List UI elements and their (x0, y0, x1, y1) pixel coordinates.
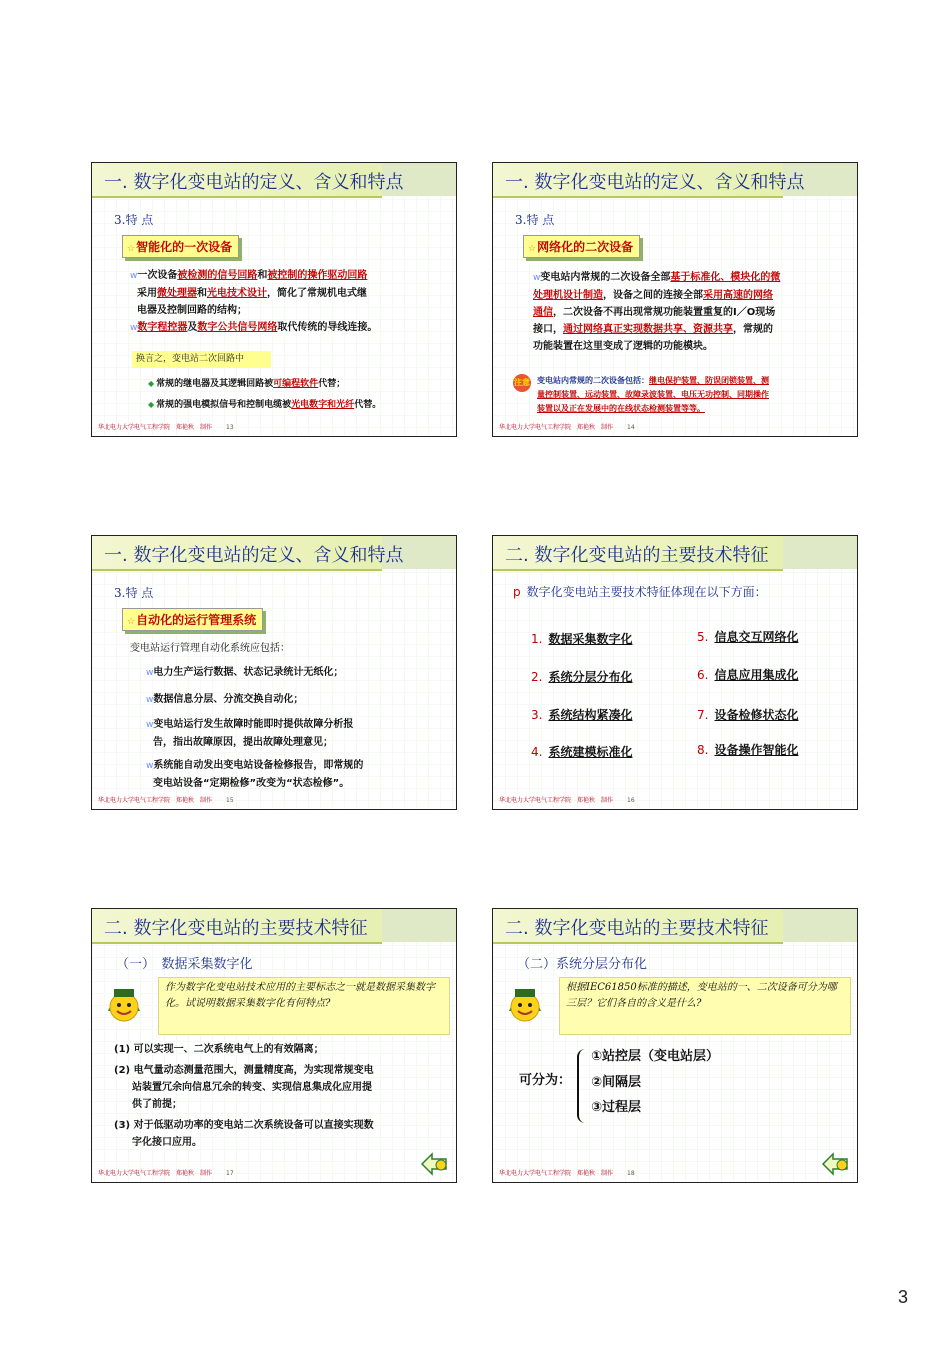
back-arrow-icon[interactable] (420, 1150, 450, 1178)
note-badge-icon: 注意 (513, 374, 531, 392)
section-label: 3.特 点 (114, 586, 154, 600)
slide-title: 一. 数字化变电站的定义、含义和特点 (104, 172, 404, 193)
title-band (493, 909, 783, 944)
feature-item: 3. 系统结构紧凑化 (531, 708, 633, 722)
answer-list: (1) 可以实现一、二次系统电气上的有效隔离； (2) 电气量动态测量范围大，测量精度高，为实现常规变电 站装置冗余向信息冗余的转变、实现信息集成化应用提 供了前提； (3) 对于低驱动功率的变电站二次系统设备可以直接实现数 字化接口应用。 (114, 1044, 374, 1148)
brace (577, 1049, 589, 1123)
paragraph: w变电站内常规的二次设备全部基于标准化、模块化的微 处理机设计制造，设备之间的连接全部采用高速的网络 通信，二次设备不再出现常规功能装置重复的I／O现场 接口，通过网络真正实现数据共享、资源共享，常规的 功能装置在这里变成了逻辑的功能模块。 (533, 272, 781, 352)
title-band (493, 536, 783, 571)
list-item: w系统能自动发出变电站设备检修报告，即常规的 变电站设备“定期检修”改变为“状态检修”。 (146, 760, 364, 789)
feature-tag: ☆网络化的二次设备 (523, 235, 640, 258)
slide-title: 二. 数字化变电站的主要技术特征 (505, 918, 769, 939)
title-band (92, 163, 404, 198)
feature-tag: ☆智能化的一次设备 (122, 235, 239, 258)
back-arrow-icon[interactable] (821, 1150, 851, 1178)
title-band (92, 909, 382, 944)
paragraph: w一次设备被检测的信号回路和被控制的操作驱动回路 采用微处理器和光电技术设计，简化了常规机电式继 电器及控制回路的结构； w数字程控器及数字公共信号网络取代传统的导线连接。 (130, 270, 378, 333)
feature-item: 5. 信息交互网络化 (697, 630, 799, 644)
slide-footer: 华北电力大学电气工程学院 郑艳秋 制作 16 (499, 797, 635, 804)
section-heading: （一） 数据采集数字化 (116, 957, 253, 972)
feature-item: 6. 信息应用集成化 (697, 668, 799, 682)
feature-item: 2. 系统分层分布化 (531, 670, 633, 684)
feature-tag: ☆自动化的运行管理系统 (122, 608, 263, 631)
slide-footer: 华北电力大学电气工程学院 郑艳秋 制作 15 (98, 797, 234, 804)
question-box: 作为数字化变电站技术应用的主要标志之一就是数据采集数字化。试说明数据采集数字化有何特点? (158, 977, 450, 1035)
slide-title: 二. 数字化变电站的主要技术特征 (104, 918, 368, 939)
slide-footer: 华北电力大学电气工程学院 郑艳秋 制作 18 (499, 1170, 635, 1177)
layer-item: ③过程层 (591, 1100, 642, 1115)
slide-16 (492, 535, 858, 810)
note-text: 变电站内常规的二次设备包括：继电保护装置、防误闭锁装置、测 量控制装置、远动装置、故障录波装置、电压无功控制、同期操作 装置以及正在发展中的在线状态检测装置等等。 (537, 376, 769, 413)
layer-item: ①站控层（变电站层） (591, 1049, 720, 1064)
question-box: 根据IEC61850标准的描述，变电站的一、二次设备可分为哪三层？它们各自的含义是什么? (559, 977, 851, 1035)
slide-title: 一. 数字化变电站的定义、含义和特点 (104, 545, 404, 566)
list-item: w电力生产运行数据、状态记录统计无纸化； (146, 667, 344, 678)
slide-18 (492, 908, 858, 1183)
feature-item: 8. 设备操作智能化 (697, 743, 799, 757)
slide-13 (91, 162, 457, 437)
layer-item: ②间隔层 (591, 1075, 642, 1090)
list-item: w数据信息分层、分流交换自动化； (146, 694, 304, 705)
title-band (92, 536, 404, 571)
smiley-icon (102, 981, 146, 1025)
page-number: 3 (897, 1287, 908, 1307)
slide-17 (91, 908, 457, 1183)
slide-14 (492, 162, 858, 437)
slide-15 (91, 535, 457, 810)
slide-footer: 华北电力大学电气工程学院 郑艳秋 制作 14 (499, 424, 635, 431)
intro-text: p 数字化变电站主要技术特征体现在以下方面： (513, 585, 767, 599)
list-item: w变电站运行发生故障时能即时提供故障分析报 告，指出故障原因，提出故障处理意见； (146, 719, 354, 748)
section-label: 3.特 点 (515, 213, 555, 227)
smiley-icon (503, 981, 547, 1025)
intro-text: 变电站运行管理自动化系统应包括： (130, 643, 290, 654)
section-label: 3.特 点 (114, 213, 154, 227)
slide-title: 二. 数字化变电站的主要技术特征 (505, 545, 769, 566)
star-icon: ☆ (528, 244, 537, 254)
bullet-item: ◆ 常规的强电模拟信号和控制电缆被光电数字和光纤代替。 (148, 400, 382, 410)
section-heading: （二）系统分层分布化 (517, 957, 648, 972)
title-band (493, 163, 805, 198)
slide-footer: 华北电力大学电气工程学院 郑艳秋 制作 13 (98, 424, 234, 431)
bullet-item: ◆ 常规的继电器及其逻辑回路被可编程软件代替； (148, 379, 346, 389)
feature-item: 7. 设备检修状态化 (697, 708, 799, 722)
note-bar: 换言之，变电站二次回路中 (132, 351, 271, 368)
feature-item: 1. 数据采集数字化 (531, 632, 633, 646)
star-icon: ☆ (127, 244, 136, 254)
slide-footer: 华北电力大学电气工程学院 郑艳秋 制作 17 (98, 1170, 234, 1177)
slide-title: 一. 数字化变电站的定义、含义和特点 (505, 172, 805, 193)
star-icon: ☆ (127, 617, 136, 627)
lead-text: 可分为： (519, 1073, 572, 1088)
feature-item: 4. 系统建模标准化 (531, 745, 633, 759)
